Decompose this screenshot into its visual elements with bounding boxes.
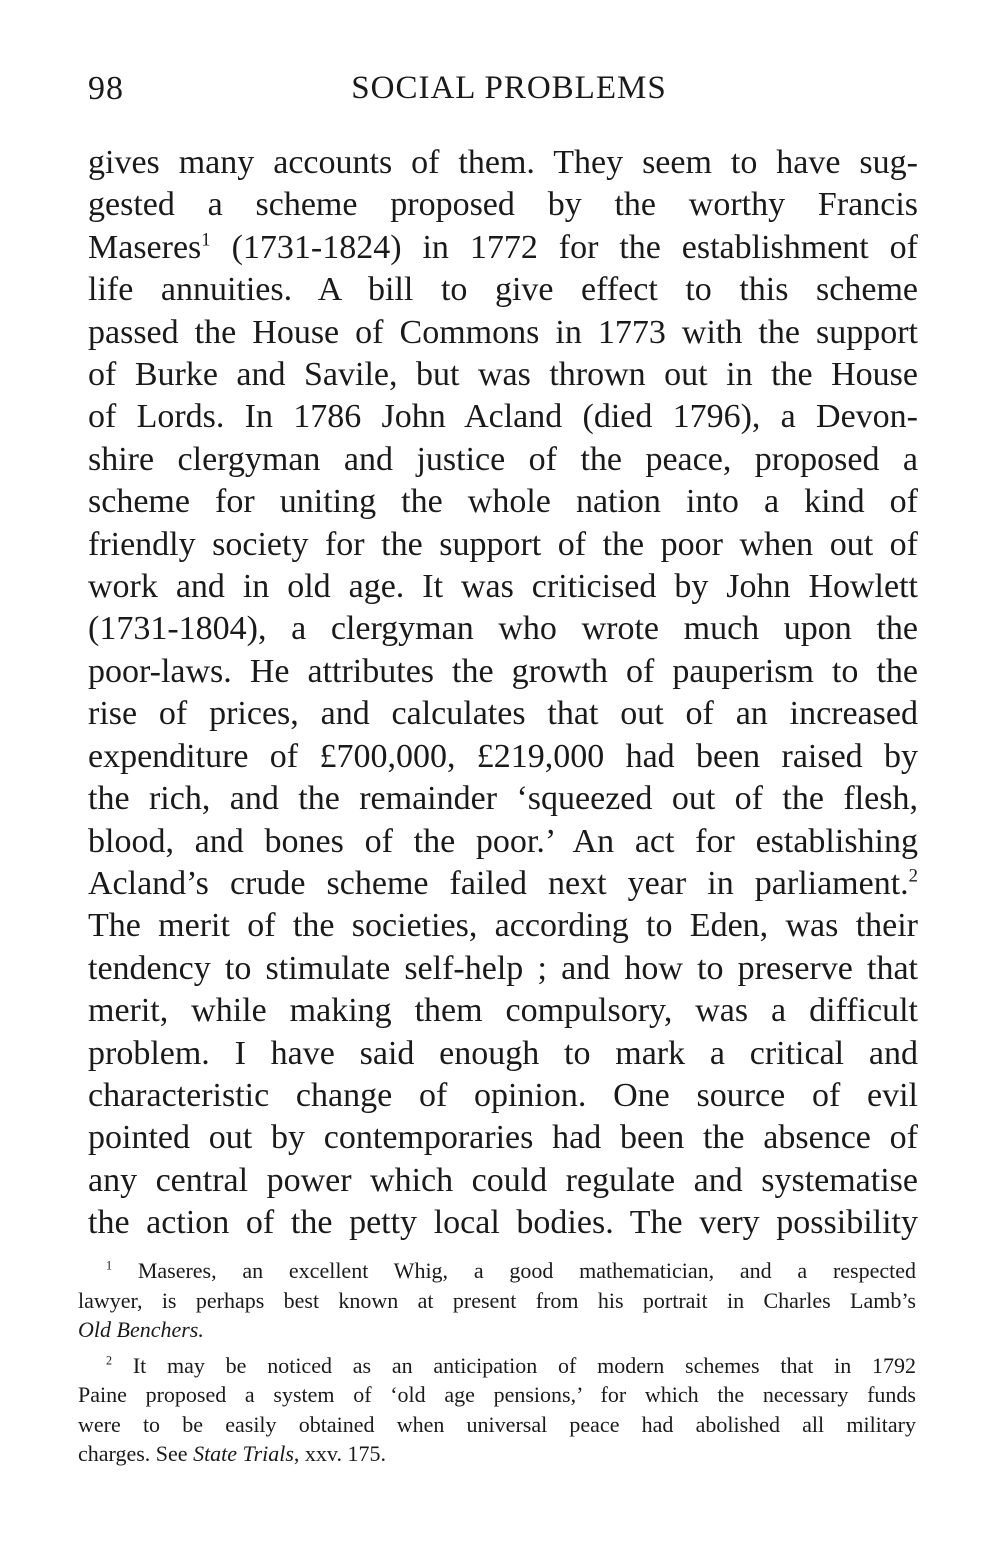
footnote-line: were to be easily obtained when universal peace had abolished all military <box>78 1411 916 1437</box>
text-fragment: , xxv. 175. <box>293 1441 386 1466</box>
text-line: friendly society for the support of the poor when out of <box>88 525 918 563</box>
footnote-mark: 2 <box>106 1353 113 1368</box>
footnote-line <box>78 1256 916 1286</box>
text-line: poor-laws. He attributes the growth of pauperism to the <box>88 652 918 690</box>
text-line: merit, while making them compulsory, was a difficult <box>88 992 918 1030</box>
text-line: tendency to stimulate self-help ; and how to preserve that <box>88 949 918 987</box>
footnote-1 <box>78 1256 916 1345</box>
footnote-line <box>78 1351 916 1381</box>
text-line: expenditure of £700,000, £219,000 had been raised by <box>88 737 918 775</box>
text-line: gives many accounts of them. They seem to have sug- <box>88 144 918 181</box>
footnote-ref: 2 <box>908 865 918 887</box>
footnote-2 <box>78 1351 916 1469</box>
text-line: passed the House of Commons in 1773 with the support <box>88 313 918 351</box>
footnotes <box>78 1256 916 1475</box>
running-head: SOCIAL PROBLEMS <box>351 70 667 106</box>
footnote-ref: 1 <box>201 229 211 251</box>
footnote-line: Old Benchers. <box>78 1317 204 1342</box>
footnote-mark: 1 <box>106 1258 113 1273</box>
page-number: 98 <box>88 70 124 107</box>
body-text <box>88 142 918 1245</box>
text-line: rise of prices, and calculates that out of an increased <box>88 695 918 733</box>
text-fragment: (1731-1824) in 1772 for the establishment of <box>210 228 918 266</box>
text-line: of Burke and Savile, but was thrown out in the House <box>88 356 918 394</box>
text-fragment: It may be noticed as an anticipation of modern schemes that in 1792 <box>112 1352 916 1378</box>
text-line: problem. I have said enough to mark a critical and <box>88 1034 918 1072</box>
text-line: pointed out by contemporaries had been the absence of <box>88 1119 918 1157</box>
text-fragment: Acland’s crude scheme failed next year in parliament. <box>88 864 909 902</box>
text-line: the rich, and the remainder ‘squeezed out of the flesh, <box>88 780 918 818</box>
footnote-line: lawyer, is perhaps best known at present from his portrait in Charles Lamb’s <box>78 1287 916 1313</box>
text-line: work and in old age. It was criticised by John Howlett <box>88 568 918 606</box>
text-line: gested a scheme proposed by the worthy Francis <box>88 186 918 224</box>
text-line: shire clergyman and justice of the peace, proposed a <box>88 440 918 478</box>
text-fragment: charges. See <box>78 1441 194 1466</box>
text-line <box>88 227 918 269</box>
text-line: The merit of the societies, according to Eden, was their <box>88 907 918 945</box>
text-line: life annuities. A bill to give effect to this scheme <box>88 271 918 309</box>
text-line: the action of the petty local bodies. The very possibility <box>88 1204 918 1242</box>
text-line: characteristic change of opinion. One source of evil <box>88 1076 918 1114</box>
text-line <box>88 863 918 905</box>
text-line: of Lords. In 1786 John Acland (died 1796), a Devon- <box>88 398 918 436</box>
text-line: (1731-1804), a clergyman who wrote much upon the <box>88 610 918 648</box>
text-fragment: Maseres <box>88 228 202 266</box>
text-fragment: Maseres, an excellent Whig, a good mathematician, and a respected <box>112 1258 916 1283</box>
footnote-line: Paine proposed a system of ‘old age pensions,’ for which the necessary funds <box>78 1382 916 1407</box>
text-line: any central power which could regulate and systematise <box>88 1161 918 1199</box>
text-line: scheme for uniting the whole nation into a kind of <box>88 483 918 521</box>
text-line: blood, and bones of the poor.’ An act for establishing <box>88 822 918 860</box>
footnote-line <box>78 1439 916 1469</box>
text-fragment: State Trials <box>193 1441 294 1466</box>
